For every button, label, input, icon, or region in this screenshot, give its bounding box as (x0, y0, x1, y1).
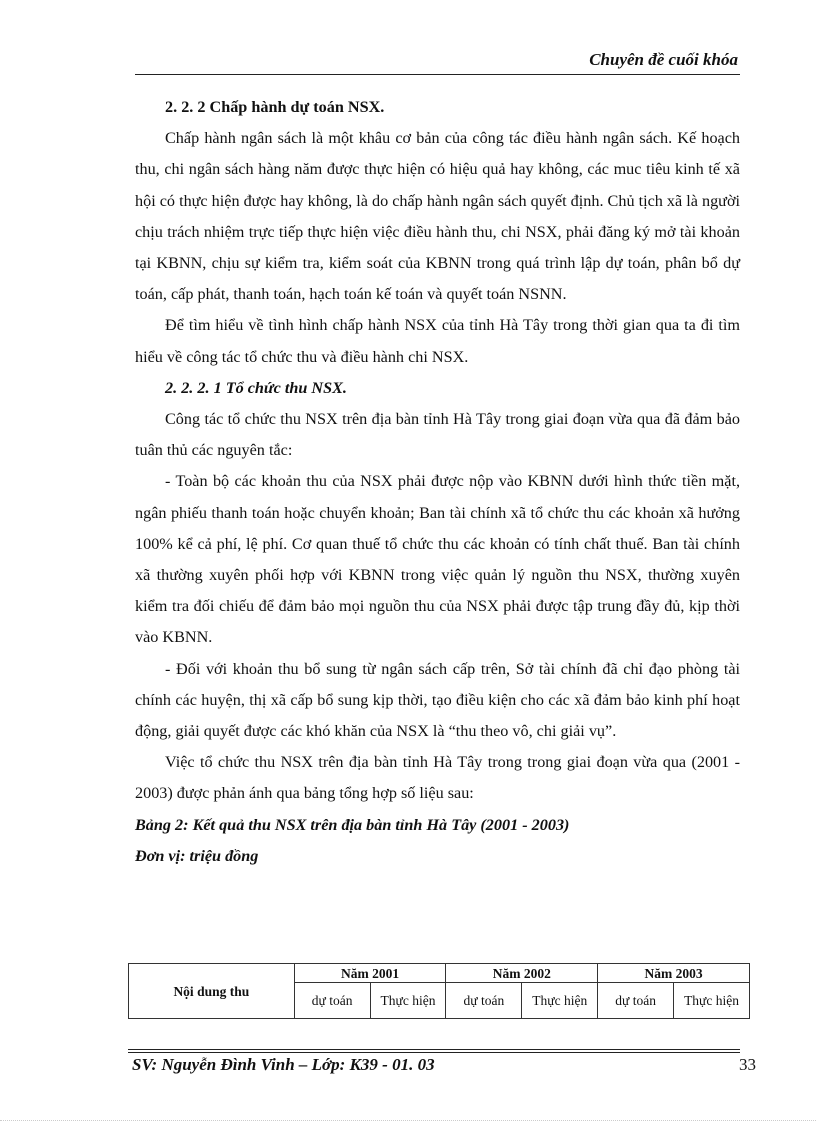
subheader-actual-2001: Thực hiện (370, 983, 446, 1019)
footer-student-info: SV: Nguyễn Đình Vinh – Lớp: K39 - 01. 03 (132, 1055, 435, 1074)
page-edge-divider (0, 1120, 816, 1121)
header-cell-year-2001: Năm 2001 (294, 964, 446, 983)
running-header-title: Chuyên đề cuối khóa (589, 50, 738, 69)
footer-rule-bottom (128, 1052, 740, 1053)
paragraph-6: Việc tổ chức thu NSX trên địa bàn tỉnh Hà Tây trong trong giai đoạn vừa qua (2001 - 2003) được phản ánh qua bảng tổng hợp số liệu sau: (135, 753, 740, 803)
header-cell-year-2003: Năm 2003 (598, 964, 750, 983)
table-unit: Đơn vị: triệu đồng (135, 846, 259, 865)
subheader-estimate-2003: dự toán (598, 983, 674, 1019)
revenue-table (128, 963, 750, 1019)
section-heading: 2. 2. 2 Chấp hành dự toán NSX. (165, 98, 385, 116)
page-number: 33 (739, 1055, 756, 1074)
subheader-actual-2002: Thực hiện (522, 983, 598, 1019)
document-body (135, 92, 740, 872)
paragraph-4: - Toàn bộ các khoản thu của NSX phải được nộp vào KBNN dưới hình thức tiền mặt, ngân phiếu thanh toán hoặc chuyển khoản; Ban tài chính xã tổ chức thu các khoản xã hưởng 100% kể cả phí, lệ phí. Cơ quan thuế tổ chức thu các khoản có tính chất thuế. Ban tài chính xã thường xuyên phối hợp với KBNN trong việc quản lý nguồn thu NSX, thường xuyên kiểm tra đối chiếu để đảm bảo mọi nguồn thu của NSX phải được tập trung đầy đủ, kịp thời vào KBNN. (135, 472, 740, 647)
subheader-estimate-2001: dự toán (294, 983, 370, 1019)
paragraph-3: Công tác tổ chức thu NSX trên địa bàn tỉnh Hà Tây trong giai đoạn vừa qua đã đảm bảo tuân thủ các nguyên tắc: (135, 410, 740, 460)
footer-rule-top (128, 1049, 740, 1050)
header-cell-content: Nội dung thu (129, 964, 295, 1019)
subheader-actual-2003: Thực hiện (674, 983, 750, 1019)
subheader-estimate-2002: dự toán (446, 983, 522, 1019)
paragraph-2: Để tìm hiểu về tình hình chấp hành NSX của tỉnh Hà Tây trong thời gian qua ta đi tìm hiểu về công tác tổ chức thu và điều hành chi NSX. (135, 316, 740, 366)
paragraph-1: Chấp hành ngân sách là một khâu cơ bản của công tác điều hành ngân sách. Kế hoạch thu, chi ngân sách hàng năm được thực hiện có hiệu quả hay không, các muc tiêu kinh tế xã hội có thực hiện được hay không, là do chấp hành ngân sách quyết định. Chủ tịch xã là người chịu trách nhiệm trực tiếp thực hiện việc điều hành thu, chi NSX, phải đăng ký mở tài khoản tại KBNN, chịu sự kiểm tra, kiểm soát của KBNN trong quá trình lập dự toán, phân bổ dự toán, cấp phát, thanh toán, hạch toán kế toán và quyết toán NSNN. (135, 129, 740, 304)
paragraph-5: - Đối với khoản thu bổ sung từ ngân sách cấp trên, Sở tài chính đã chỉ đạo phòng tài chính các huyện, thị xã cấp bổ sung kịp thời, tạo điều kiện cho các xã đảm bảo kinh phí hoạt động, giải quyết được các khó khăn của NSX là “thu theo vô, chi giải vụ”. (135, 659, 740, 741)
header-rule (135, 74, 740, 75)
header-cell-year-2002: Năm 2002 (446, 964, 598, 983)
table-caption: Bảng 2: Kết quả thu NSX trên địa bàn tỉnh Hà Tây (2001 - 2003) (135, 815, 570, 834)
subsection-heading: 2. 2. 2. 1 Tổ chức thu NSX. (165, 378, 347, 397)
